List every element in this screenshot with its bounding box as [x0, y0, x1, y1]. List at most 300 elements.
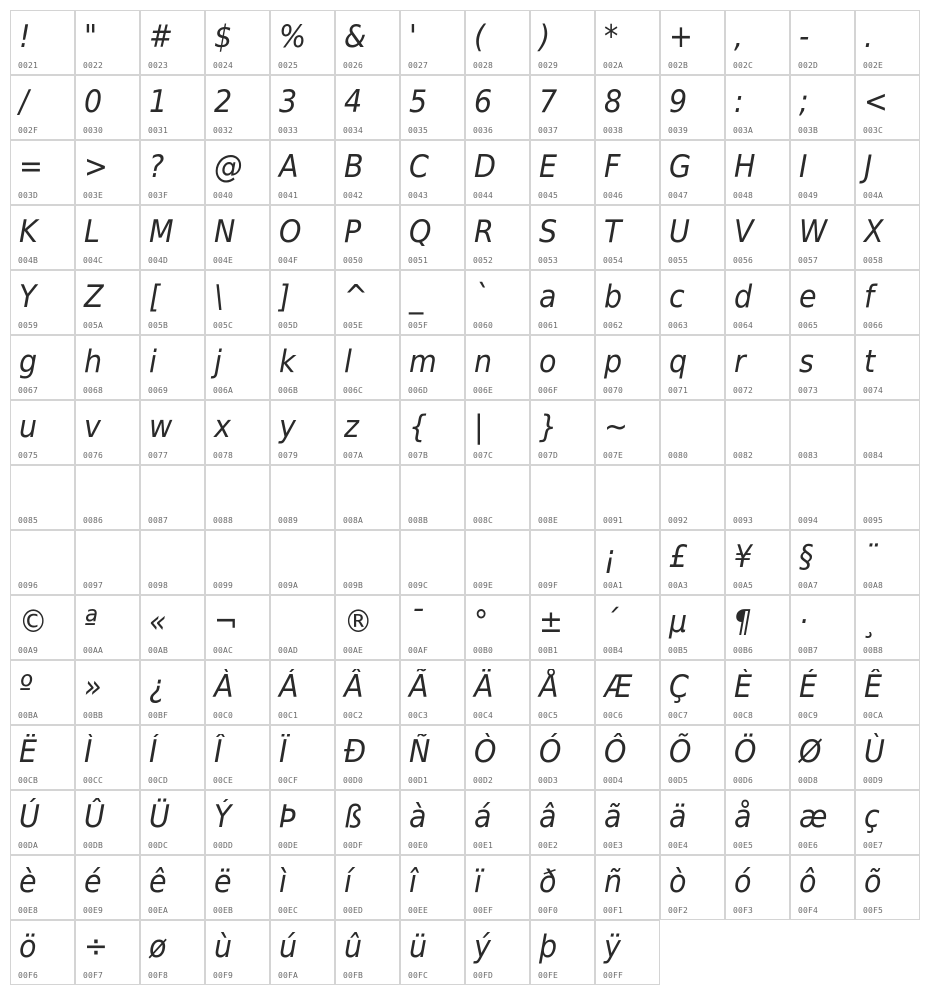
- glyph-cell: [75, 10, 140, 75]
- glyph-cell: [725, 205, 790, 270]
- glyph-code: 00C3: [408, 711, 429, 720]
- glyph-cell: [790, 790, 855, 855]
- glyph-cell: [400, 270, 465, 335]
- glyph-code: 0066: [863, 321, 884, 330]
- glyph-char: Ü: [149, 799, 170, 835]
- glyph-char: 7: [539, 84, 558, 120]
- glyph-cell: [10, 465, 75, 530]
- glyph-code: 00F5: [863, 906, 884, 915]
- glyph-code: 00CA: [863, 711, 884, 720]
- glyph-cell: [400, 205, 465, 270]
- glyph-code: 004F: [278, 256, 299, 265]
- glyph-char: q: [669, 344, 688, 380]
- glyph-cell: [400, 10, 465, 75]
- glyph-cell: [75, 595, 140, 660]
- glyph-cell: [725, 400, 790, 465]
- glyph-code: 0086: [83, 516, 104, 525]
- glyph-char: 0: [84, 84, 103, 120]
- glyph-char: U: [669, 214, 690, 250]
- glyph-code: 0023: [148, 61, 169, 70]
- glyph-char: S: [539, 214, 558, 250]
- glyph-code: 0035: [408, 126, 429, 135]
- glyph-cell: [75, 465, 140, 530]
- glyph-cell: [660, 10, 725, 75]
- glyph-code: 0070: [603, 386, 624, 395]
- glyph-cell: [75, 855, 140, 920]
- glyph-code: 00BF: [148, 711, 169, 720]
- glyph-cell: [140, 205, 205, 270]
- glyph-code: 008C: [473, 516, 494, 525]
- glyph-cell: [270, 140, 335, 205]
- glyph-code: 007A: [343, 451, 364, 460]
- glyph-cell: [530, 205, 595, 270]
- glyph-char: ú: [279, 929, 298, 965]
- glyph-code: 0085: [18, 516, 39, 525]
- glyph-cell: [270, 465, 335, 530]
- glyph-code: 004C: [83, 256, 104, 265]
- glyph-char: ·: [799, 604, 809, 640]
- glyph-code: 00FA: [278, 971, 299, 980]
- glyph-cell: [790, 75, 855, 140]
- glyph-code: 00AF: [408, 646, 429, 655]
- glyph-code: 004D: [148, 256, 169, 265]
- glyph-code: 0091: [603, 516, 624, 525]
- glyph-char: m: [409, 344, 437, 380]
- glyph-char: Æ: [604, 669, 632, 705]
- glyph-code: 005A: [83, 321, 104, 330]
- glyph-code: 00BA: [18, 711, 39, 720]
- glyph-cell: [270, 75, 335, 140]
- glyph-char: 5: [409, 84, 428, 120]
- glyph-code: 0096: [18, 581, 39, 590]
- glyph-cell: [140, 75, 205, 140]
- glyph-cell: [595, 270, 660, 335]
- glyph-char: T: [604, 214, 622, 250]
- glyph-code: 00E2: [538, 841, 559, 850]
- glyph-char: G: [669, 149, 692, 185]
- glyph-char: Ì: [84, 734, 93, 770]
- glyph-code: 0056: [733, 256, 754, 265]
- glyph-cell: [660, 465, 725, 530]
- glyph-cell: [660, 335, 725, 400]
- glyph-code: 00E0: [408, 841, 429, 850]
- glyph-code: 00EE: [408, 906, 429, 915]
- glyph-char: i: [149, 344, 157, 380]
- glyph-char: æ: [799, 799, 828, 835]
- glyph-char: M: [149, 214, 174, 250]
- glyph-code: 0031: [148, 126, 169, 135]
- glyph-char: Ñ: [409, 734, 431, 770]
- glyph-code: 00DD: [213, 841, 234, 850]
- glyph-cell: [530, 465, 595, 530]
- glyph-code: 00B7: [798, 646, 819, 655]
- glyph-code: 006C: [343, 386, 364, 395]
- glyph-cell: [270, 10, 335, 75]
- glyph-char: ò: [669, 864, 687, 900]
- glyph-char: x: [214, 409, 231, 445]
- glyph-char: ª: [84, 604, 98, 640]
- glyph-cell: [465, 855, 530, 920]
- glyph-cell: [10, 530, 75, 595]
- glyph-cell: [725, 75, 790, 140]
- glyph-code: 00E5: [733, 841, 754, 850]
- glyph-char: D: [474, 149, 496, 185]
- glyph-code: 0088: [213, 516, 234, 525]
- glyph-cell: [75, 140, 140, 205]
- glyph-cell: [140, 725, 205, 790]
- glyph-cell: [530, 400, 595, 465]
- glyph-char: À: [214, 669, 234, 705]
- glyph-char: r: [734, 344, 746, 380]
- glyph-code: 0099: [213, 581, 234, 590]
- glyph-code: 006B: [278, 386, 299, 395]
- glyph-cell: [205, 660, 270, 725]
- glyph-code: 0060: [473, 321, 494, 330]
- glyph-code: 0069: [148, 386, 169, 395]
- glyph-code: 00EC: [278, 906, 299, 915]
- glyph-cell: [855, 205, 920, 270]
- glyph-cell: [270, 335, 335, 400]
- glyph-cell: [335, 660, 400, 725]
- glyph-char: Y: [19, 279, 37, 315]
- glyph-cell: [465, 140, 530, 205]
- glyph-code: 0061: [538, 321, 559, 330]
- glyph-code: 0039: [668, 126, 689, 135]
- glyph-char: W: [799, 214, 828, 250]
- glyph-cell: [400, 465, 465, 530]
- glyph-cell: [335, 725, 400, 790]
- glyph-cell: [530, 335, 595, 400]
- glyph-cell: [530, 725, 595, 790]
- glyph-code: 007C: [473, 451, 494, 460]
- glyph-code: 002D: [798, 61, 819, 70]
- glyph-code: 00C7: [668, 711, 689, 720]
- glyph-cell: [790, 335, 855, 400]
- glyph-char: °: [474, 604, 489, 640]
- glyph-char: F: [604, 149, 621, 185]
- glyph-cell: [140, 920, 205, 985]
- glyph-char: È: [734, 669, 753, 705]
- glyph-cell: [660, 400, 725, 465]
- glyph-cell: [855, 660, 920, 725]
- glyph-cell: [595, 855, 660, 920]
- glyph-code: 00CC: [83, 776, 104, 785]
- glyph-cell: [465, 530, 530, 595]
- glyph-cell: [270, 400, 335, 465]
- glyph-char: Î: [214, 734, 223, 770]
- glyph-char: ¡: [604, 539, 616, 575]
- glyph-char: å: [734, 799, 752, 835]
- glyph-cell: [335, 400, 400, 465]
- glyph-code: 003F: [148, 191, 169, 200]
- glyph-cell: [725, 335, 790, 400]
- glyph-code: 0043: [408, 191, 429, 200]
- glyph-code: 0050: [343, 256, 364, 265]
- glyph-cell: [855, 530, 920, 595]
- glyph-char: f: [864, 279, 875, 315]
- glyph-cell: [595, 205, 660, 270]
- glyph-code: 0064: [733, 321, 754, 330]
- glyph-code: 0022: [83, 61, 104, 70]
- glyph-code: 0029: [538, 61, 559, 70]
- glyph-cell: [335, 920, 400, 985]
- glyph-code: 005F: [408, 321, 429, 330]
- glyph-cell: [270, 660, 335, 725]
- glyph-cell: [270, 920, 335, 985]
- glyph-code: 0034: [343, 126, 364, 135]
- glyph-cell: [205, 270, 270, 335]
- glyph-code: 0030: [83, 126, 104, 135]
- glyph-cell: [465, 75, 530, 140]
- glyph-char: *: [604, 19, 619, 55]
- glyph-code: 009C: [408, 581, 429, 590]
- glyph-code: 00F1: [603, 906, 624, 915]
- glyph-code: 0046: [603, 191, 624, 200]
- glyph-char: â: [539, 799, 557, 835]
- glyph-cell: [725, 140, 790, 205]
- glyph-cell: [725, 270, 790, 335]
- glyph-cell: [140, 465, 205, 530]
- glyph-cell: [660, 270, 725, 335]
- glyph-code: 00EB: [213, 906, 234, 915]
- glyph-char: Ö: [734, 734, 757, 770]
- glyph-code: 002A: [603, 61, 624, 70]
- glyph-cell: [595, 75, 660, 140]
- glyph-cell: [270, 530, 335, 595]
- glyph-code: 0044: [473, 191, 494, 200]
- glyph-cell: [140, 10, 205, 75]
- glyph-cell: [335, 790, 400, 855]
- glyph-cell: [270, 790, 335, 855]
- glyph-cell: [725, 725, 790, 790]
- glyph-cell: [140, 595, 205, 660]
- glyph-char: 3: [279, 84, 298, 120]
- glyph-cell: [530, 790, 595, 855]
- glyph-cell: [790, 855, 855, 920]
- glyph-cell: [595, 465, 660, 530]
- glyph-cell: [140, 855, 205, 920]
- glyph-code: 0094: [798, 516, 819, 525]
- glyph-code: 00C8: [733, 711, 754, 720]
- glyph-cell: [75, 335, 140, 400]
- glyph-char: ê: [149, 864, 167, 900]
- glyph-code: 00FC: [408, 971, 429, 980]
- glyph-char: K: [19, 214, 38, 250]
- glyph-cell: [660, 855, 725, 920]
- glyph-cell: [10, 790, 75, 855]
- glyph-char: X: [864, 214, 884, 250]
- glyph-char: ¯: [409, 604, 424, 640]
- glyph-code: 00DC: [148, 841, 169, 850]
- glyph-cell: [205, 855, 270, 920]
- glyph-char: Þ: [279, 799, 297, 835]
- glyph-code: 00F2: [668, 906, 689, 915]
- glyph-code: 0072: [733, 386, 754, 395]
- glyph-cell: [855, 790, 920, 855]
- glyph-char: y: [279, 409, 296, 445]
- glyph-code: 00F8: [148, 971, 169, 980]
- glyph-cell: [335, 855, 400, 920]
- glyph-cell: [725, 790, 790, 855]
- glyph-code: 003B: [798, 126, 819, 135]
- glyph-char: E: [539, 149, 558, 185]
- glyph-code: 0026: [343, 61, 364, 70]
- glyph-cell: [10, 725, 75, 790]
- glyph-cell: [790, 725, 855, 790]
- glyph-code: 0024: [213, 61, 234, 70]
- glyph-char: h: [84, 344, 103, 380]
- glyph-cell: [855, 10, 920, 75]
- glyph-code: 009E: [473, 581, 494, 590]
- glyph-cell: [75, 660, 140, 725]
- glyph-code: 0041: [278, 191, 299, 200]
- glyph-cell: [595, 920, 660, 985]
- glyph-cell: [400, 335, 465, 400]
- glyph-char: C: [409, 149, 429, 185]
- glyph-code: 005C: [213, 321, 234, 330]
- glyph-cell: [790, 465, 855, 530]
- glyph-char: ;: [799, 84, 809, 120]
- glyph-grid: [10, 10, 920, 985]
- glyph-code: 0076: [83, 451, 104, 460]
- glyph-cell: [400, 530, 465, 595]
- glyph-char: #: [149, 19, 173, 55]
- glyph-char: î: [409, 864, 417, 900]
- glyph-cell: [530, 75, 595, 140]
- glyph-char: P: [344, 214, 362, 250]
- glyph-code: 0092: [668, 516, 689, 525]
- glyph-cell: [10, 205, 75, 270]
- glyph-cell: [270, 855, 335, 920]
- glyph-code: 0068: [83, 386, 104, 395]
- glyph-char: £: [669, 539, 688, 575]
- glyph-code: 009A: [278, 581, 299, 590]
- glyph-cell: [530, 270, 595, 335]
- glyph-cell: [10, 595, 75, 660]
- glyph-char: ø: [149, 929, 167, 965]
- glyph-cell: [595, 10, 660, 75]
- glyph-char: ö: [19, 929, 37, 965]
- glyph-cell: [335, 10, 400, 75]
- glyph-code: 0087: [148, 516, 169, 525]
- glyph-cell: [790, 140, 855, 205]
- glyph-code: 0049: [798, 191, 819, 200]
- glyph-char: ì: [279, 864, 287, 900]
- glyph-char: 1: [149, 84, 168, 120]
- glyph-code: 00FF: [603, 971, 624, 980]
- glyph-code: 00DB: [83, 841, 104, 850]
- glyph-char: +: [669, 19, 693, 55]
- glyph-char: ã: [604, 799, 622, 835]
- glyph-cell: [140, 335, 205, 400]
- glyph-cell: [660, 790, 725, 855]
- glyph-char: I: [799, 149, 808, 185]
- glyph-code: 0033: [278, 126, 299, 135]
- glyph-char: R: [474, 214, 494, 250]
- glyph-cell: [205, 75, 270, 140]
- glyph-char: »: [84, 669, 102, 705]
- glyph-char: >: [84, 149, 108, 185]
- glyph-char: z: [344, 409, 359, 445]
- glyph-code: 00ED: [343, 906, 364, 915]
- glyph-code: 00F9: [213, 971, 234, 980]
- glyph-char: ð: [539, 864, 557, 900]
- glyph-code: 008E: [538, 516, 559, 525]
- glyph-cell: [855, 725, 920, 790]
- glyph-char: l: [344, 344, 352, 380]
- glyph-cell: [725, 855, 790, 920]
- glyph-cell: [205, 595, 270, 660]
- glyph-code: 0073: [798, 386, 819, 395]
- glyph-code: 00F3: [733, 906, 754, 915]
- glyph-cell: [400, 595, 465, 660]
- glyph-code: 002B: [668, 61, 689, 70]
- glyph-code: 00B6: [733, 646, 754, 655]
- glyph-code: 006D: [408, 386, 429, 395]
- glyph-char: |: [474, 409, 484, 445]
- glyph-code: 0036: [473, 126, 494, 135]
- glyph-cell: [855, 855, 920, 920]
- glyph-char: ï: [474, 864, 482, 900]
- glyph-char: _: [409, 279, 424, 315]
- glyph-char: Q: [409, 214, 432, 250]
- glyph-cell: [465, 595, 530, 660]
- glyph-code: 004A: [863, 191, 884, 200]
- glyph-char: ): [539, 19, 551, 55]
- glyph-cell: [75, 920, 140, 985]
- glyph-char: s: [799, 344, 814, 380]
- glyph-cell: [725, 595, 790, 660]
- glyph-cell: [10, 660, 75, 725]
- glyph-char: A: [279, 149, 299, 185]
- glyph-char: ¨: [864, 539, 879, 575]
- glyph-code: 00AE: [343, 646, 364, 655]
- glyph-cell: [465, 270, 530, 335]
- glyph-code: 00A7: [798, 581, 819, 590]
- glyph-cell: [335, 465, 400, 530]
- glyph-char: è: [19, 864, 37, 900]
- glyph-code: 005D: [278, 321, 299, 330]
- glyph-char: a: [539, 279, 557, 315]
- glyph-cell: [725, 530, 790, 595]
- glyph-code: 0083: [798, 451, 819, 460]
- glyph-code: 00D3: [538, 776, 559, 785]
- glyph-code: 00D2: [473, 776, 494, 785]
- glyph-code: 00C5: [538, 711, 559, 720]
- glyph-char: Ã: [409, 669, 429, 705]
- glyph-char: Í: [149, 734, 158, 770]
- glyph-char: é: [84, 864, 102, 900]
- glyph-char: ä: [669, 799, 687, 835]
- glyph-code: 00D0: [343, 776, 364, 785]
- glyph-char: o: [539, 344, 557, 380]
- glyph-char: ^: [344, 279, 368, 315]
- glyph-char: ÿ: [604, 929, 621, 965]
- glyph-char: @: [214, 149, 243, 185]
- glyph-code: 0052: [473, 256, 494, 265]
- glyph-code: 00C4: [473, 711, 494, 720]
- glyph-cell: [10, 920, 75, 985]
- glyph-code: 0082: [733, 451, 754, 460]
- glyph-char: <: [864, 84, 888, 120]
- glyph-code: 00FB: [343, 971, 364, 980]
- glyph-cell: [790, 660, 855, 725]
- glyph-char: 4: [344, 84, 363, 120]
- glyph-cell: [335, 75, 400, 140]
- glyph-char: ?: [149, 149, 165, 185]
- glyph-cell: [465, 920, 530, 985]
- glyph-char: Ê: [864, 669, 883, 705]
